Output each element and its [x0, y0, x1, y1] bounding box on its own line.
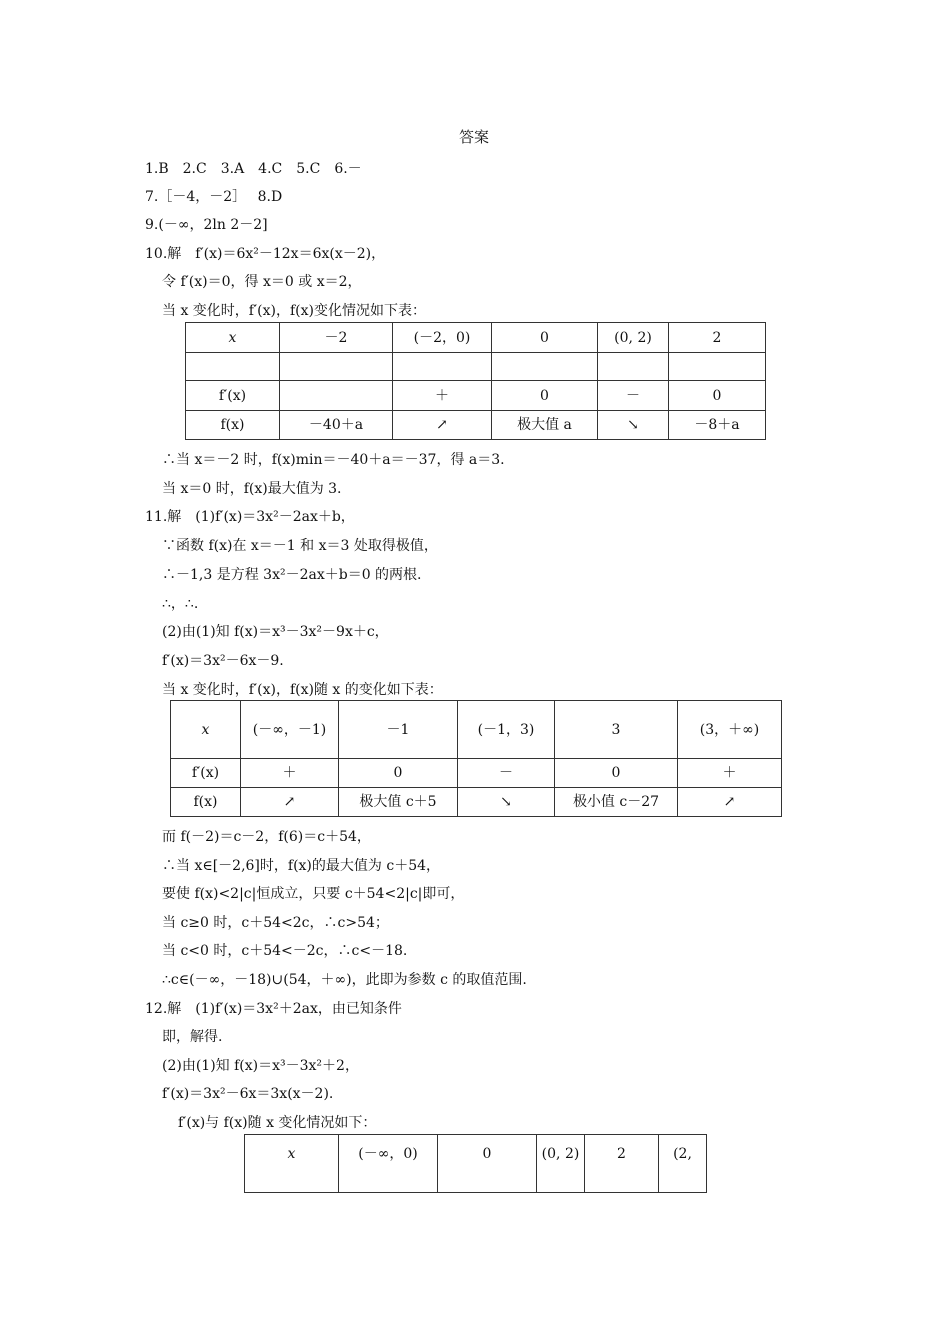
table-cell — [393, 353, 492, 381]
table-cell: －40＋a — [280, 411, 393, 440]
q10-line-1: 10.解 f′(x)＝6x²－12x＝6x(x－2)， — [145, 246, 386, 262]
table-cell: x — [171, 701, 241, 759]
q11-line-10: 要使 f(x)<2|c|恒成立，只要 c＋54<2|c|即可， — [162, 886, 465, 902]
table-cell — [280, 353, 393, 381]
table-cell: 0 — [438, 1135, 537, 1193]
table-cell: (3，＋∞) — [678, 701, 782, 759]
table-cell: ＋ — [393, 381, 492, 411]
table-cell: －1 — [339, 701, 458, 759]
table-cell: ＋ — [241, 759, 339, 788]
q12-line-1: 12.解 (1)f′(x)＝3x²＋2ax，由已知条件 — [145, 1001, 402, 1017]
q10-table — [185, 322, 766, 440]
table-cell: －8＋a — [669, 411, 766, 440]
q11-table — [170, 700, 782, 817]
q10-line-2: 令 f′(x)＝0，得 x＝0 或 x＝2， — [162, 274, 362, 290]
table-cell: f′(x) — [171, 759, 241, 788]
q12-line-4: f′(x)＝3x²－6x＝3x(x－2). — [162, 1086, 334, 1102]
q10-line-5: 当 x＝0 时，f(x)最大值为 3. — [162, 481, 342, 497]
table-cell: 0 — [492, 323, 598, 353]
table-cell — [492, 353, 598, 381]
table-cell: (0, 2) — [537, 1135, 585, 1193]
table-cell: ↗ — [393, 411, 492, 440]
table-cell — [280, 381, 393, 411]
table-cell: (－1，3) — [458, 701, 555, 759]
table-cell: (－∞，－1) — [241, 701, 339, 759]
table-cell: ＋ — [678, 759, 782, 788]
table-cell: 极大值 a — [492, 411, 598, 440]
table-cell: (2, — [659, 1135, 707, 1193]
q12-line-2: 即，解得. — [162, 1029, 223, 1045]
table-cell: 0 — [555, 759, 678, 788]
table-cell: (0, 2) — [598, 323, 669, 353]
q11-line-4: ∴，∴. — [162, 596, 199, 612]
q11-line-3: ∴－1,3 是方程 3x²－2ax＋b＝0 的两根. — [162, 567, 422, 583]
table-cell: 极小值 c－27 — [555, 788, 678, 817]
table-cell — [669, 353, 766, 381]
table-cell: x — [245, 1135, 339, 1193]
table-cell: 0 — [492, 381, 598, 411]
table-cell: 0 — [339, 759, 458, 788]
table-cell: f(x) — [171, 788, 241, 817]
table-cell: f′(x) — [186, 381, 280, 411]
table-cell: 0 — [669, 381, 766, 411]
answer-line-7: 7.［－4，－2］ 8.D — [145, 189, 283, 205]
table-cell: 2 — [585, 1135, 659, 1193]
q12-line-3: (2)由(1)知 f(x)＝x³－3x²＋2， — [162, 1058, 359, 1074]
table-cell: x — [186, 323, 280, 353]
table-cell: f(x) — [186, 411, 280, 440]
table-cell: －2 — [280, 323, 393, 353]
q11-line-2: ∵函数 f(x)在 x＝－1 和 x＝3 处取得极值， — [162, 538, 438, 554]
q11-line-12: 当 c<0 时，c＋54<－2c，∴c<－18. — [162, 943, 408, 959]
table-cell: (－2，0) — [393, 323, 492, 353]
answer-line-1: 1.B 2.C 3.A 4.C 5.C 6.－ — [145, 161, 362, 177]
table-cell — [186, 353, 280, 381]
q11-line-11: 当 c≥0 时，c＋54<2c，∴c>54； — [162, 915, 389, 931]
table-cell: － — [598, 381, 669, 411]
q11-line-7: 当 x 变化时，f′(x)，f(x)随 x 的变化如下表： — [162, 682, 443, 698]
q11-line-1: 11.解 (1)f′(x)＝3x²－2ax＋b， — [145, 509, 355, 525]
table-cell: 极大值 c＋5 — [339, 788, 458, 817]
table-cell: － — [458, 759, 555, 788]
table-cell: 2 — [669, 323, 766, 353]
q10-line-3: 当 x 变化时，f′(x)，f(x)变化情况如下表： — [162, 303, 426, 319]
table-cell: (－∞，0) — [339, 1135, 438, 1193]
table-cell: ↘ — [598, 411, 669, 440]
q11-line-13: ∴c∈(－∞，－18)∪(54，＋∞)，此即为参数 c 的取值范围. — [162, 972, 527, 988]
table-cell — [598, 353, 669, 381]
q11-line-9: ∴当 x∈[－2,6]时，f(x)的最大值为 c＋54， — [162, 858, 441, 874]
q12-table — [244, 1134, 707, 1193]
table-cell: ↗ — [241, 788, 339, 817]
table-cell: ↘ — [458, 788, 555, 817]
table-cell: ↗ — [678, 788, 782, 817]
table-cell: 3 — [555, 701, 678, 759]
q10-line-4: ∴当 x＝－2 时，f(x)min＝－40＋a＝－37，得 a＝3. — [162, 452, 505, 468]
page-title: 答案 — [459, 128, 490, 146]
q11-line-5: (2)由(1)知 f(x)＝x³－3x²－9x＋c， — [162, 624, 389, 640]
q12-line-5: f′(x)与 f(x)随 x 变化情况如下： — [178, 1115, 377, 1131]
answer-line-9: 9.(－∞，2ln 2－2] — [145, 217, 268, 233]
q11-line-8: 而 f(－2)＝c－2，f(6)＝c＋54， — [162, 829, 371, 845]
q11-line-6: f′(x)＝3x²－6x－9. — [162, 653, 284, 669]
